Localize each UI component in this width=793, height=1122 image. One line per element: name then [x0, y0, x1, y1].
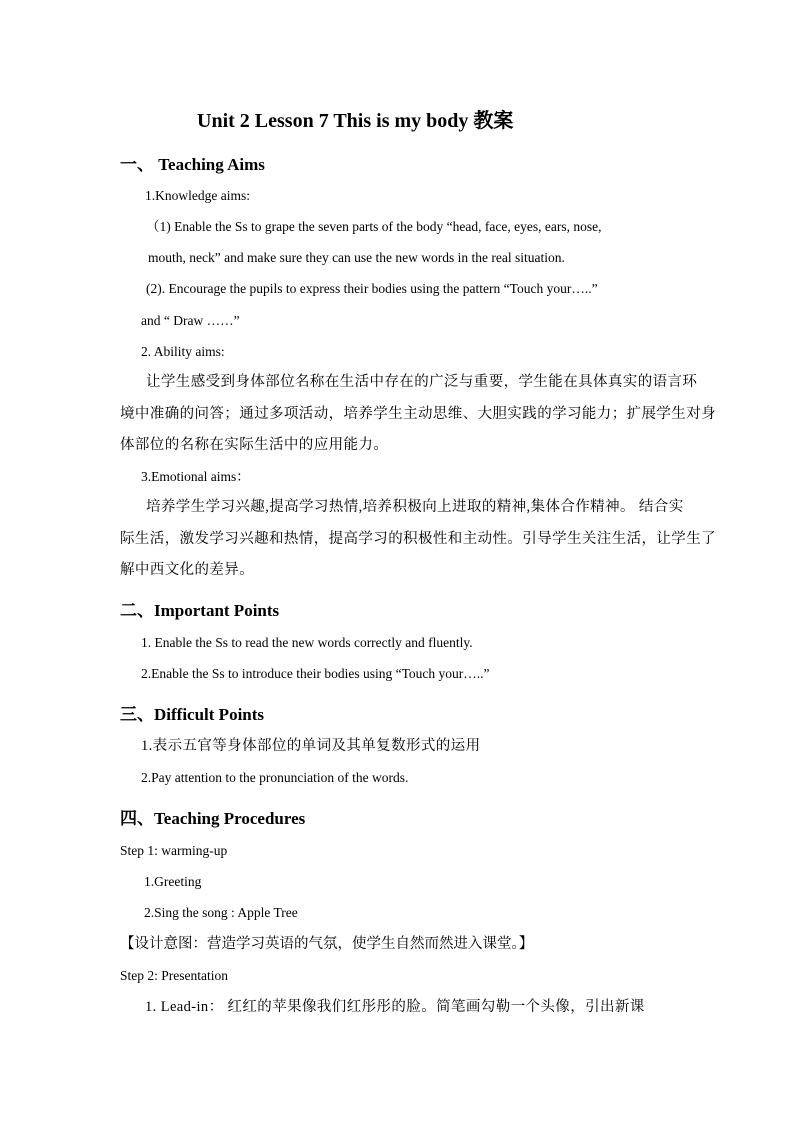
difficult-point-1: 1.表示五官等身体部位的单词及其单复数形式的运用: [141, 738, 481, 754]
ability-aims-line-2: 境中准确的问答；通过多项活动，培养学生主动思维、大胆实践的学习能力；扩展学生对身: [120, 406, 716, 422]
section-heading-difficult-points: 三、Difficult Points: [120, 705, 265, 724]
ability-aims-label: 2. Ability aims:: [141, 344, 225, 359]
emotional-aims-line-2: 际生活，激发学习兴趣和热情，提高学习的积极性和主动性。引导学生关注生活，让学生了: [120, 531, 716, 547]
step-1-sing-song: 2.Sing the song : Apple Tree: [144, 905, 298, 920]
step-1-label: Step 1: warming-up: [120, 843, 228, 858]
difficult-point-2: 2.Pay attention to the pronunciation of the words.: [141, 770, 409, 785]
knowledge-aim-2-line-1: (2). Encourage the pupils to express their bodies using the pattern “Touch your…..”: [146, 281, 598, 296]
knowledge-aims-label: 1.Knowledge aims:: [145, 188, 250, 203]
emotional-aims-line-1: 培养学生学习兴趣,提高学习热情,培养积极向上进取的精神,集体合作精神。 结合实: [146, 499, 684, 515]
ability-aims-line-3: 体部位的名称在实际生活中的应用能力。: [120, 437, 389, 453]
step-1-greeting: 1.Greeting: [144, 874, 202, 889]
knowledge-aim-1-line-1: （1) Enable the Ss to grape the seven parts of the body “head, face, eyes, ears, nose,: [146, 219, 602, 234]
section-heading-teaching-aims: 一、 Teaching Aims: [120, 155, 265, 174]
important-point-2: 2.Enable the Ss to introduce their bodies using “Touch your…..”: [141, 666, 490, 681]
important-point-1: 1. Enable the Ss to read the new words correctly and fluently.: [141, 635, 473, 650]
section-heading-important-points: 二、Important Points: [120, 601, 280, 620]
knowledge-aim-1-line-2: mouth, neck” and make sure they can use the new words in the real situation.: [148, 250, 565, 265]
document-title: Unit 2 Lesson 7 This is my body 教案: [197, 110, 514, 132]
step-2-label: Step 2: Presentation: [120, 968, 228, 983]
emotional-aims-line-3: 解中西文化的差异。: [120, 562, 255, 578]
emotional-aims-label: 3.Emotional aims：: [141, 469, 250, 484]
step-2-lead-in: 1. Lead-in： 红红的苹果像我们红彤彤的脸。简笔画勾勒一个头像，引出新课: [145, 999, 645, 1015]
knowledge-aim-2-line-2: and “ Draw ……”: [141, 313, 240, 328]
ability-aims-line-1: 让学生感受到身体部位名称在生活中存在的广泛与重要，学生能在具体真实的语言环: [146, 374, 698, 390]
section-heading-teaching-procedures: 四、Teaching Procedures: [120, 809, 306, 828]
design-intent-note: 【设计意图：营造学习英语的气氛，使学生自然而然进入课堂。】: [120, 936, 534, 952]
